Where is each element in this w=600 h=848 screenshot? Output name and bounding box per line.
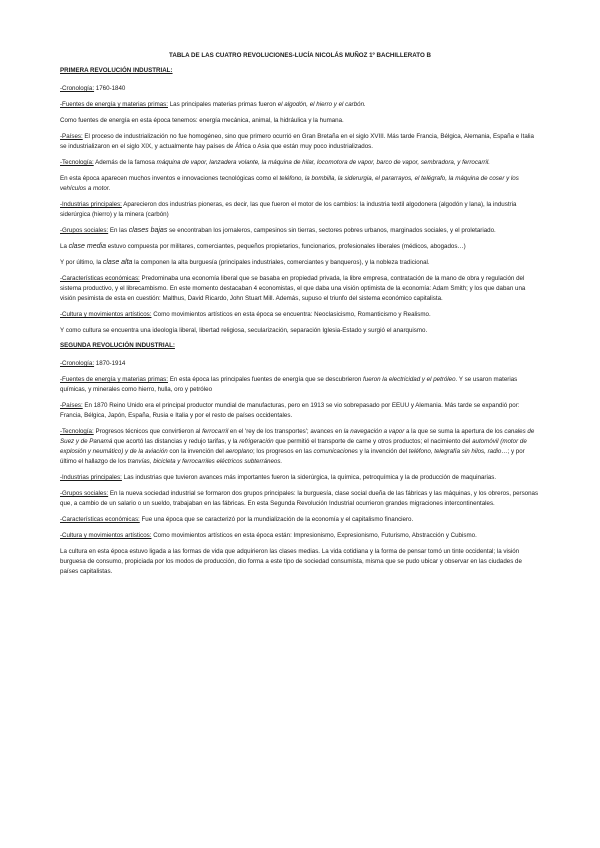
fuentes-1 [60, 100, 540, 110]
inventos-text: En esta época aparecen muchos inventos e innovaciones tecnológicas como el [60, 175, 280, 182]
tecnologia-label: -Tecnología: [60, 159, 94, 166]
cultura-label: -Cultura y movimientos artísticos: [60, 532, 152, 539]
tecno-italic-5: automóvil (motor de explosión y neumático) y de la aviación [60, 438, 527, 455]
clase-alta-paragraph [60, 258, 540, 268]
economicas-2 [60, 515, 540, 525]
industrias-label: -Industrias principales: [60, 201, 122, 208]
final-paragraph: La cultura en esta época estuvo ligada a las formas de vida que adquirieron las clases medias. La vida cotidiana y la forma de pensar tomó un tinte occidental; la visión burguesa de consumo, propiciada por los modos de producción, dio forma a este tipo de sociedad consumista, misma que se pudo ubicar y observar en las ciudades de países capitalistas. [60, 548, 522, 575]
document-title: TABLA DE LAS CUATRO REVOLUCIONES-LUCÍA NICOLÁS MUÑOZ 1º BACHILLERATO B [169, 52, 431, 59]
fuentes-italic: fueron la electricidad y el petróleo. [363, 376, 458, 383]
tecnologia-italic: máquina de vapor, lanzadera volante, la máquina de hilar, locomotora de vapor, barco de vapor, sembradora, y ferrocarril. [156, 159, 490, 166]
cultura-text: Como movimientos artísticos en esta época están: Impresionismo, Expresionismo, Futurismo, Abstracción y Cubismo. [151, 532, 477, 539]
ideologia-paragraph: Y como cultura se encuentra una ideología liberal, libertad religiosa, secularización, separación Iglesia-Estado y surgió el anarquismo. [60, 327, 428, 334]
alta-text-a: Y por último, la [60, 259, 103, 266]
cronologia-2 [60, 359, 540, 369]
cronologia-label: -Cronología: [60, 360, 95, 367]
industrias-text: Aparecieron dos industrias pioneras, es decir, las que fueron el motor de los cambios: la industria textil algodonera (algodón y lana), la industria siderúrgica (hierro) y la minera (carbón) [60, 201, 517, 218]
paises-label: -Países: [60, 402, 83, 409]
paises-1 [60, 132, 540, 152]
tecno-italic-9: tranvías, bicicleta y ferrocarriles eléctricos subterráneos. [127, 458, 283, 465]
grupos-1 [60, 226, 540, 236]
tecno-text-a: Progresos técnicos que convirtieron al [93, 428, 203, 435]
grupos-text-a: En las [108, 227, 129, 234]
tecno-text-f: con la invención del [167, 448, 226, 455]
fuentes-text-a: En esta época las principales fuentes de energía que se descubrieron [168, 376, 364, 383]
media-text-b: estuvo compuesta por militares, comerciantes, pequeños propietarios, funcionarios, profesionales liberales (médicos, abogados…) [105, 243, 466, 250]
fuentes-2 [60, 375, 540, 395]
cronologia-label: -Cronología: [60, 85, 95, 92]
tecno-text-b: en el 'rey de los transportes'; avances en [228, 428, 344, 435]
section-heading-primera: PRIMERA REVOLUCIÓN INDUSTRIAL: [60, 67, 173, 74]
cultura-1 [60, 310, 540, 320]
tecno-text-d: que acortó las distancias y redujo tarifas, y la [112, 438, 240, 445]
economicas-text: Predominaba una economía liberal que se basaba en propiedad privada, la libre empresa, contratación de la mano de obra y regulación del sistema productivo, y el librecambismo. En este momento destacaban 4 economistas, el que daba una visión optimista de la economía: Adam Smith; y los que daban una visión pesimista de esta en cuestión: Malthus, David Ricardo, John Stuart Mill. Además, supuso el triunfo del sistema económico capitalista. [60, 275, 526, 302]
inventos-italic: teléfono, la bombilla, la siderurgia, el pararrayos, el telégrafo, la máquina de coser y los vehículos a motor. [60, 175, 519, 192]
fuentes-label: -Fuentes de energía y materias primas: [60, 376, 168, 383]
clase-media-paragraph [60, 242, 540, 252]
cultura-text: Como movimientos artísticos en esta época se encuentra: Neoclasicismo, Romanticismo y Realismo. [151, 311, 431, 318]
energia-paragraph: Como fuentes de energía en esta época tenemos: energía mecánica, animal, la hidráulica y la humana. [60, 117, 344, 124]
industrias-text: Las industrias que tuvieron avances más importantes fueron la siderúrgica, la química, petroquímica y la de producción de maquinarias. [121, 474, 497, 481]
economicas-text: Fue una época que se caracterizó por la mundialización de la economía y el capitalismo financiero. [139, 516, 414, 523]
tecno-text-e: que permitió el transporte de carne y otros productos; el nacimiento del [273, 438, 473, 445]
grupos-text-b: se encontraban los jornaleros, campesinos sin tierras, sectores pobres urbanos, marginados sociales, y el proletariado. [167, 227, 496, 234]
tecnologia-label: -Tecnología: [60, 428, 94, 435]
tecno-text-c: a la que se suma la apertura de los [404, 428, 505, 435]
fuentes-italic: el algodón, el hierro y el carbón. [277, 101, 366, 108]
tecnologia-text: Además de la famosa [93, 159, 157, 166]
cronologia-value: 1760-1840 [94, 85, 126, 92]
paises-text: En 1870 Reino Unido era el principal productor mundial de manufacturas, pero en 1913 se vio sobrepasado por EEUU y Alemania. Más tarde se expandió por: Francia, Bélgica, Japón, España, Rusia e Italia y por el resto de países occidentales. [60, 402, 520, 419]
tecno-italic-1: ferrocarril [202, 428, 229, 435]
industrias-label: -Industrias principales: [60, 474, 122, 481]
cronologia-value: 1870-1914 [94, 360, 126, 367]
section-heading-segunda: SEGUNDA REVOLUCIÓN INDUSTRIAL: [60, 342, 175, 349]
tecno-italic-3: canales de Suez y de Panamá [60, 428, 535, 445]
economicas-label: -Características económicas: [60, 275, 140, 282]
tecno-text-g: ; los progresos en las [252, 448, 314, 455]
tecno-italic-2: la navegación a vapor [343, 428, 405, 435]
cronologia-1 [60, 84, 540, 94]
economicas-label: -Características económicas: [60, 516, 140, 523]
tecno-italic-4: refrigeración [239, 438, 274, 445]
cultura-2 [60, 531, 540, 541]
tecnologia-1 [60, 158, 540, 168]
fuentes-label: -Fuentes de energía y materias primas: [60, 101, 168, 108]
cultura-label: -Cultura y movimientos artísticos: [60, 311, 152, 318]
inventos-paragraph [60, 174, 540, 194]
tecnologia-2 [60, 427, 540, 467]
industrias-2 [60, 473, 540, 483]
fuentes-text: Las principales materias primas fueron [168, 101, 278, 108]
industrias-1 [60, 200, 540, 220]
grupos-2 [60, 489, 540, 509]
paises-label: -Países: [60, 133, 83, 140]
grupos-label: -Grupos sociales: [60, 490, 109, 497]
grupos-label: -Grupos sociales: [60, 227, 109, 234]
paises-text: El proceso de industrialización no fue homogéneo, sino que primero ocurrió en Gran Bretaña en el siglo XVIII. Más tarde Francia, Bélgica, Alemania, España e Italia se industrializaron en el siglo XIX, y actualmente hay países de África o Asia que están muy poco industrializados. [60, 133, 534, 150]
tecno-italic-7: comunicaciones [313, 448, 358, 455]
alta-text-b: la componen la alta burguesía (principales industriales, comerciantes y banqueros), y la nobleza tradicional. [132, 259, 430, 266]
media-italic: clase media [68, 243, 106, 250]
tecno-text-h: y la invención del [357, 448, 409, 455]
grupos-text: En la nueva sociedad industrial se formaron dos grupos principales: la burguesía, clase social dueña de las fábricas y las máquinas, y los obreros, personas que, a cambio de un salario o un sueldo, trabajaban en las fábricas. En esta Segunda Revolución Industrial ocurrieron grandes migraciones intercontinentales. [60, 490, 539, 507]
paises-2 [60, 401, 540, 421]
media-text-a: La [60, 243, 69, 250]
grupos-italic: clases bajas [128, 227, 168, 234]
tecno-italic-8: teléfono, telegrafía sin hilos, radio… [408, 448, 508, 455]
tecno-italic-6: aeroplano [225, 448, 253, 455]
economicas-1 [60, 274, 540, 304]
alta-italic: clase alta [102, 259, 133, 266]
fuentes-text-b: Y se usaron materias químicas, y minerales como hierro, hulla, oro y petróleo [60, 376, 518, 393]
tecno-text-j: ; y por último el hallazgo de los [60, 448, 525, 465]
